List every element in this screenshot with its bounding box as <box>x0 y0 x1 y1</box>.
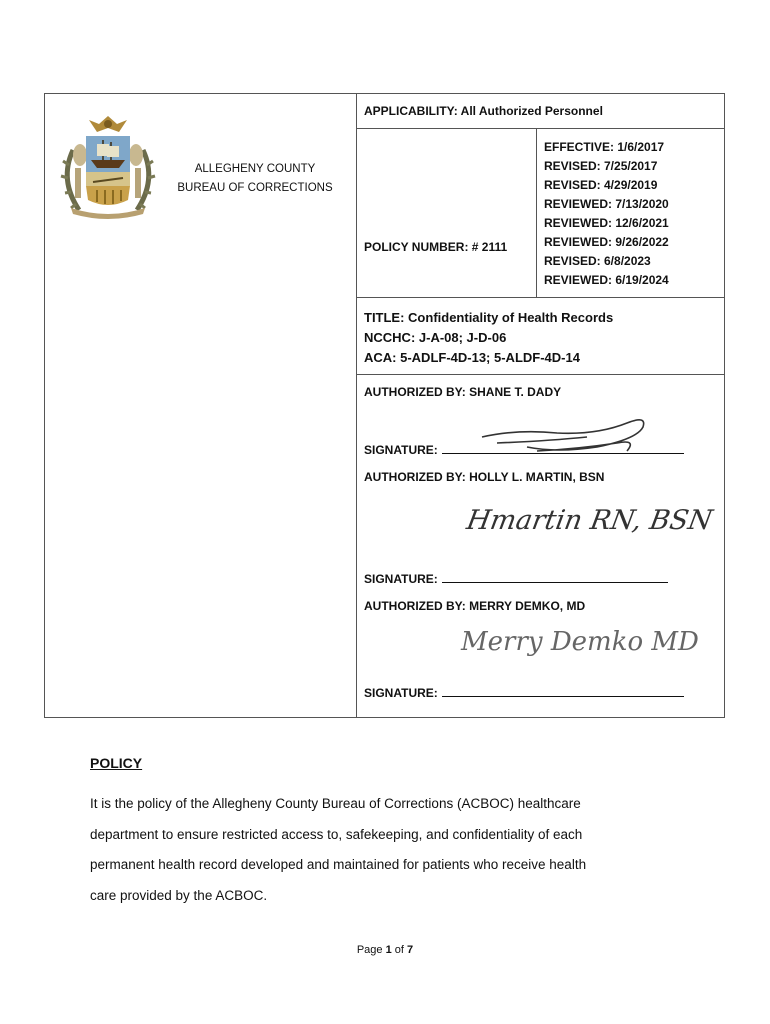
page-total: 7 <box>407 944 414 956</box>
policy-body <box>90 789 690 911</box>
page-word: Page <box>356 944 383 956</box>
applicability-cell <box>357 94 725 129</box>
header-table <box>44 93 725 718</box>
date-entry: REVIEWED: 12/6/2021 <box>544 216 669 230</box>
policy-line: department to ensure restricted access to, safekeeping, and confidentiality of each <box>90 826 583 842</box>
agency-name <box>165 160 345 198</box>
policy-heading: POLICY <box>90 755 143 771</box>
applicability: APPLICABILITY: All Authorized Personnel <box>364 104 603 118</box>
signature-line-martin: SIGNATURE: <box>364 570 668 586</box>
signature-martin: Hmartin RN, BSN <box>464 505 715 536</box>
dates-list <box>536 129 725 297</box>
agency-line-1: ALLEGHENY COUNTY <box>194 163 316 175</box>
date-entry: REVIEWED: 7/13/2020 <box>544 197 669 211</box>
signature-demko: Merry Demko MD <box>461 627 699 657</box>
policy-number: POLICY NUMBER: # 2111 <box>364 240 508 254</box>
authorization-cell <box>357 375 725 718</box>
page-current: 1 <box>385 944 392 956</box>
page-of: of <box>394 944 404 956</box>
policy-line: It is the policy of the Allegheny County Bureau of Corrections (ACBOC) healthcare <box>90 796 581 811</box>
signature-line-demko: SIGNATURE: <box>364 684 684 700</box>
policy-line: care provided by the ACBOC. <box>90 887 268 903</box>
authorized-by-demko: AUTHORIZED BY: MERRY DEMKO, MD <box>364 599 586 613</box>
date-entry: REVISED: 7/25/2017 <box>544 159 658 173</box>
title-cell <box>357 298 725 375</box>
aca-standards: ACA: 5-ADLF-4D-13; 5-ALDF-4D-14 <box>364 350 580 365</box>
authorized-by-dady: AUTHORIZED BY: SHANE T. DADY <box>364 385 562 399</box>
date-entry: EFFECTIVE: 1/6/2017 <box>544 140 665 154</box>
date-entry: REVIEWED: 9/26/2022 <box>544 235 669 249</box>
date-entry: REVISED: 4/29/2019 <box>544 178 658 192</box>
policy-title: TITLE: Confidentiality of Health Records <box>364 310 614 325</box>
agency-line-2: BUREAU OF CORRECTIONS <box>177 182 333 194</box>
ncchc-standards: NCCHC: J-A-08; J-D-06 <box>364 330 507 345</box>
date-entry: REVIEWED: 6/19/2024 <box>544 273 669 287</box>
agency-cell <box>45 94 357 717</box>
page-footer <box>0 944 770 956</box>
date-entry: REVISED: 6/8/2023 <box>544 254 651 268</box>
county-seal-icon <box>53 110 163 222</box>
policy-number-cell <box>357 129 725 298</box>
policy-line: permanent health record developed and maintained for patients who receive health <box>90 857 587 872</box>
authorized-by-martin: AUTHORIZED BY: HOLLY L. MARTIN, BSN <box>364 470 605 484</box>
title-block <box>364 308 613 368</box>
signature-line-dady: SIGNATURE: <box>364 441 684 457</box>
